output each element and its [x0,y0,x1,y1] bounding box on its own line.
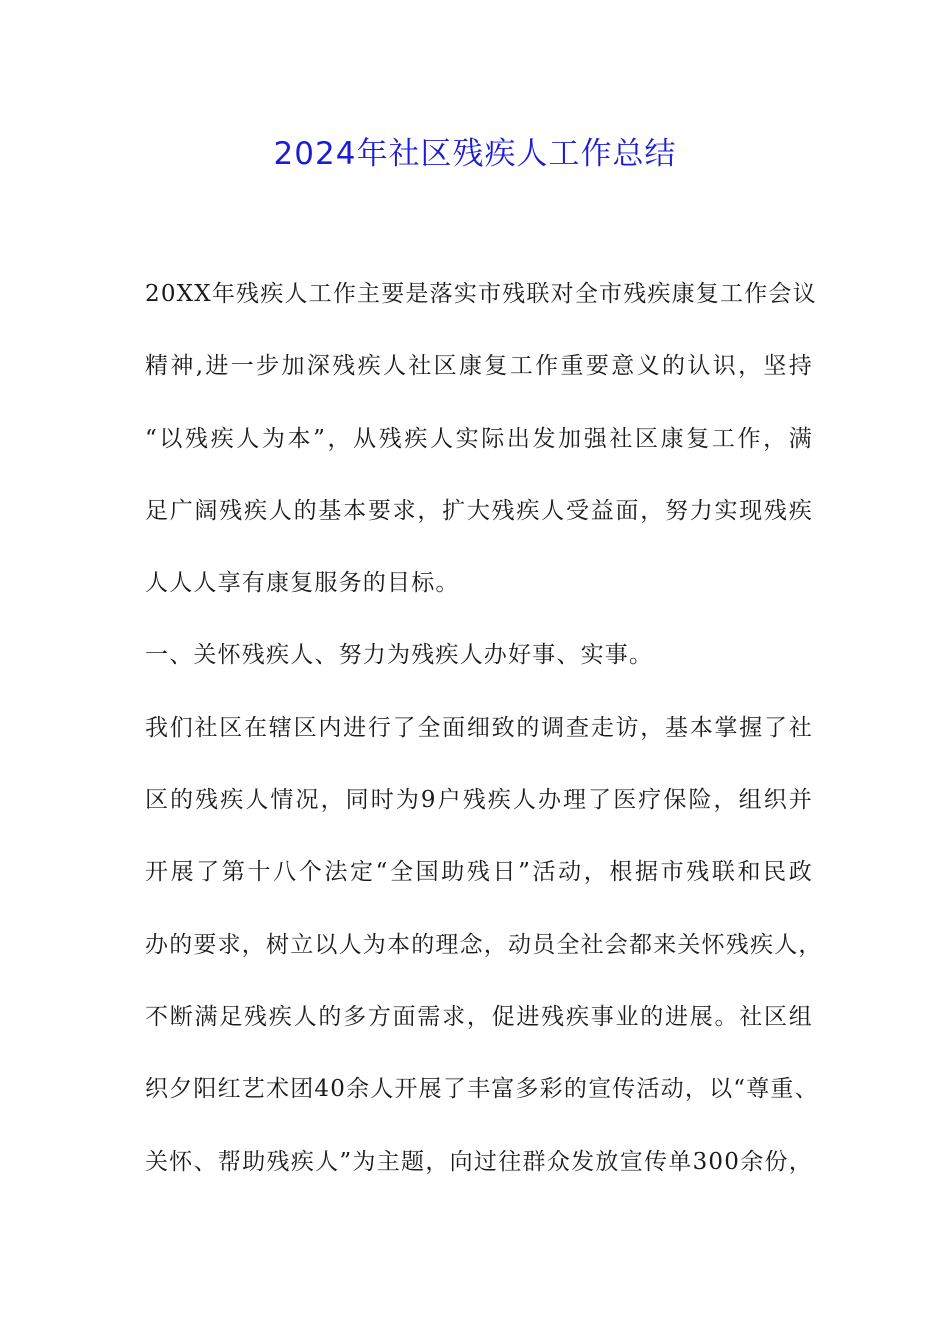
paragraph-line: 区的残疾人情况，同时为9户残疾人办理了医疗保险，组织并 [145,787,813,814]
paragraph-line: 不断满足残疾人的多方面需求，促进残疾事业的进展。社区组 [145,1003,813,1030]
section-heading: 一、关怀残疾人、努力为残疾人办好事、实事。 [145,642,654,669]
document-title: 2024年社区残疾人工作总结 [273,136,677,172]
paragraph-line: 20XX年残疾人工作主要是落实市残联对全市残疾康复工作会议 [145,281,817,307]
paragraph-line: 关怀、帮助残疾人”为主题，向过往群众发放宣传单300余份， [145,1148,813,1175]
paragraph-line: 开展了第十八个法定“全国助残日”活动，根据市残联和民政 [145,859,813,886]
paragraph-line: 我们社区在辖区内进行了全面细致的调查走访，基本掌握了社 [145,714,813,741]
paragraph-line: 办的要求，树立以人为本的理念，动员全社会都来关怀残疾人， [145,931,823,958]
paragraph-line: “以残疾人为本”，从残疾人实际出发加强社区康复工作，满 [145,425,813,452]
paragraph-line: 足广阔残疾人的基本要求，扩大残疾人受益面，努力实现残疾 [145,497,813,524]
paragraph-line: 精神,进一步加深残疾人社区康复工作重要意义的认识，坚持 [145,353,813,380]
paragraph-line: 织夕阳红艺术团40余人开展了丰富多彩的宣传活动，以“尊重、 [145,1076,819,1103]
paragraph-line: 人人人享有康复服务的目标。 [145,570,460,597]
document-body [145,258,823,1198]
